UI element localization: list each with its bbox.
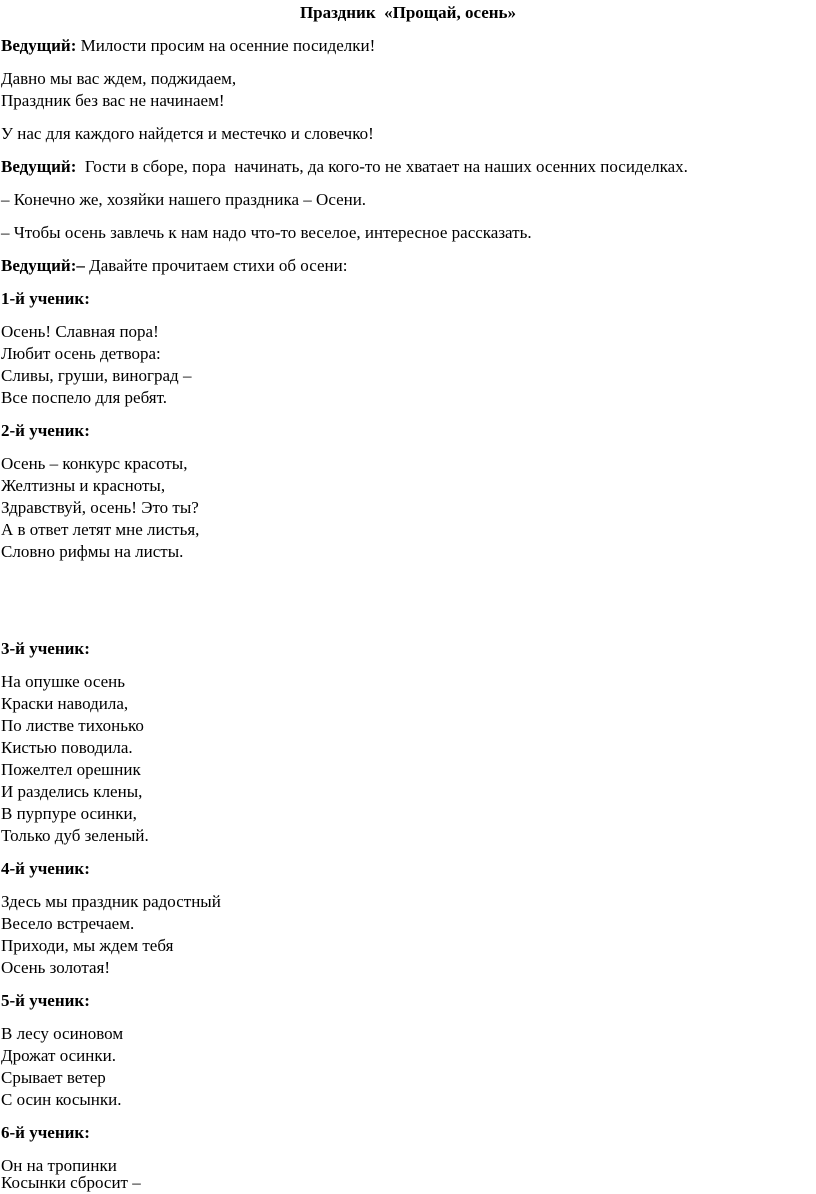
poem-line: Дрожат осинки. [1, 1046, 116, 1065]
poem-line: Краски наводила, [1, 694, 129, 713]
student-label-1: 1-й ученик: [1, 289, 90, 308]
poem-line: Желтизны и красноты, [1, 476, 166, 495]
poem-line: Здесь мы праздник радостный [1, 892, 221, 911]
host-line-1 [1, 35, 375, 57]
poem-line: По листве тихонько [1, 716, 144, 735]
poem-line: А в ответ летят мне листья, [1, 520, 200, 539]
poem-line: Приходи, мы ждем тебя [1, 936, 174, 955]
poem-line: Осень золотая! [1, 958, 110, 977]
poem-line: С осин косынки. [1, 1090, 122, 1109]
poem-line: Срывает ветер [1, 1068, 106, 1087]
poem-line: Кистью поводила. [1, 738, 133, 757]
text-line: Давно мы вас ждем, поджидаем, [1, 69, 237, 88]
student-label-2: 2-й ученик: [1, 421, 90, 440]
speaker-label: Ведущий: [1, 157, 77, 176]
speaker-label: Ведущий:– [1, 256, 85, 275]
poem-line: Любит осень детвора: [1, 344, 161, 363]
document-title: Праздник «Прощай, осень» [299, 3, 517, 22]
poem-line: Косынки сбросит – [1, 1173, 141, 1192]
poem-line: Осень! Славная пора! [1, 322, 159, 341]
speech-text: Милости просим на осенние посиделки! [76, 36, 376, 55]
poem-line: Осень – конкурс красоты, [1, 454, 188, 473]
speech-text: Гости в сборе, пора начинать, да кого-то не хватает на наших осенних посиделках. [76, 157, 688, 176]
poem-line: Он на тропинки [1, 1156, 117, 1175]
poem-line: Здравствуй, осень! Это ты? [1, 498, 199, 517]
text-line: – Чтобы осень завлечь к нам надо что-то веселое, интересное рассказать. [1, 223, 532, 242]
poem-line: На опушке осень [1, 672, 125, 691]
poem-line: Только дуб зеленый. [1, 826, 149, 845]
text-line: Праздник без вас не начинаем! [1, 91, 225, 110]
poem-line: Словно рифмы на листы. [1, 542, 184, 561]
speech-text: Давайте прочитаем стихи об осени: [84, 256, 348, 275]
host-line-3 [1, 255, 347, 277]
poem-line: Сливы, груши, виноград – [1, 366, 192, 385]
student-label-4: 4-й ученик: [1, 859, 90, 878]
poem-line: Все поспело для ребят. [1, 388, 168, 407]
poem-line: И разделись клены, [1, 782, 143, 801]
text-line: У нас для каждого найдется и местечко и словечко! [1, 124, 374, 143]
text-line: – Конечно же, хозяйки нашего праздника – Осени. [1, 190, 367, 209]
poem-line: Весело встречаем. [1, 914, 135, 933]
host-line-2 [1, 156, 688, 178]
poem-line: Пожелтел орешник [1, 760, 141, 779]
poem-line: В пурпуре осинки, [1, 804, 137, 823]
student-label-6: 6-й ученик: [1, 1123, 90, 1142]
speaker-label: Ведущий: [1, 36, 77, 55]
student-label-5: 5-й ученик: [1, 991, 90, 1010]
poem-line: В лесу осиновом [1, 1024, 124, 1043]
student-label-3: 3-й ученик: [1, 639, 90, 658]
